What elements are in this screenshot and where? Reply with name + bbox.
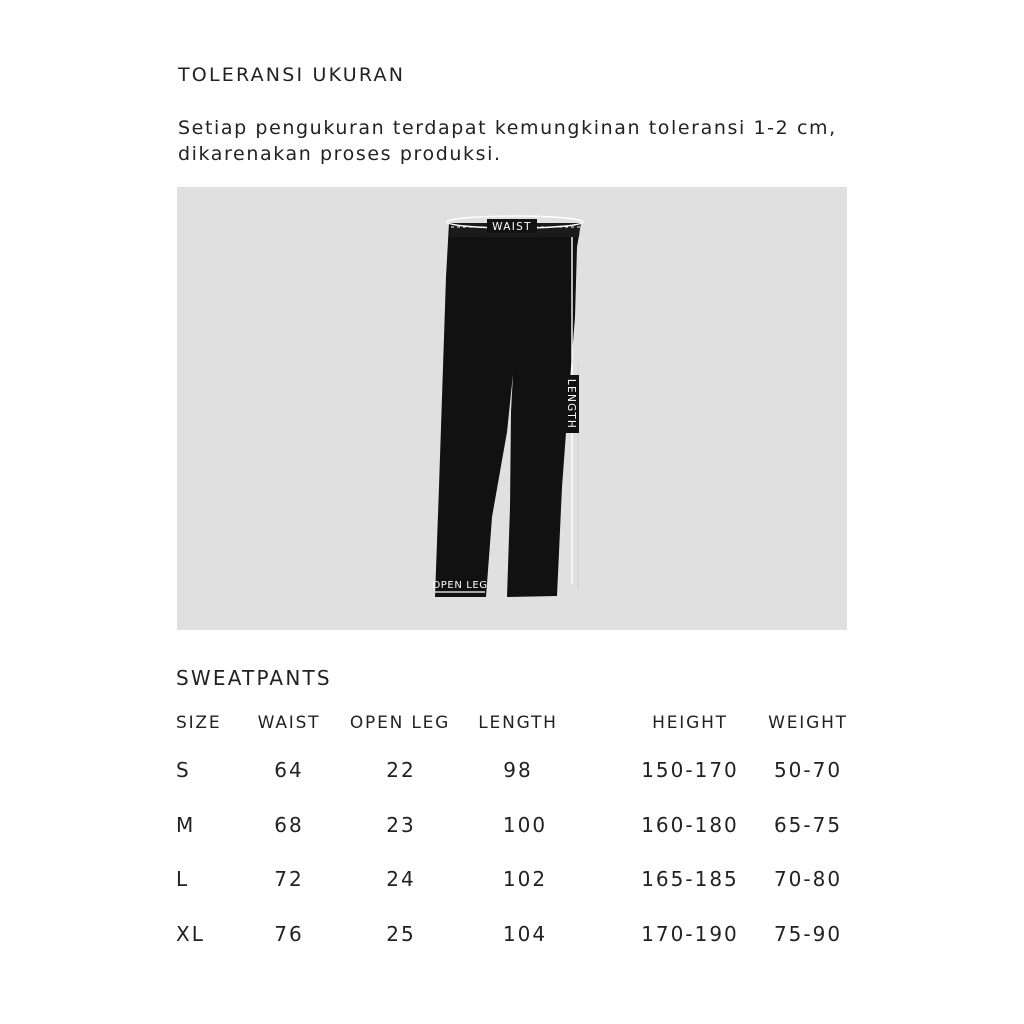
row-length: 102 bbox=[502, 867, 548, 891]
sweatpants-silhouette bbox=[435, 223, 581, 597]
row-length: 98 bbox=[503, 758, 533, 782]
waist-label: WAIST bbox=[492, 221, 532, 233]
row-length: 100 bbox=[502, 813, 548, 837]
tolerance-title: TOLERANSI UKURAN bbox=[178, 64, 406, 86]
row-height: 160-180 bbox=[641, 813, 739, 837]
row-weight: 50-70 bbox=[773, 758, 843, 782]
row-size: M bbox=[176, 813, 196, 837]
row-length: 104 bbox=[502, 922, 548, 946]
header-height: HEIGHT bbox=[652, 713, 728, 733]
pants-illustration bbox=[177, 187, 847, 630]
pants-measurement-diagram bbox=[177, 187, 847, 630]
row-open-leg: 22 bbox=[386, 758, 416, 782]
row-waist: 76 bbox=[274, 922, 304, 946]
row-size: S bbox=[176, 758, 191, 782]
row-waist: 68 bbox=[274, 813, 304, 837]
row-weight: 65-75 bbox=[773, 813, 843, 837]
tolerance-description bbox=[178, 115, 837, 167]
tolerance-line-1: Setiap pengukuran terdapat kemungkinan toleransi 1-2 cm, bbox=[178, 117, 837, 139]
row-waist: 64 bbox=[274, 758, 304, 782]
row-waist: 72 bbox=[274, 867, 304, 891]
row-open-leg: 25 bbox=[386, 922, 416, 946]
header-length: LENGTH bbox=[478, 713, 558, 733]
length-label: LENGTH bbox=[565, 378, 577, 430]
header-size: SIZE bbox=[176, 713, 222, 733]
row-size: XL bbox=[176, 922, 205, 946]
row-height: 150-170 bbox=[641, 758, 739, 782]
row-open-leg: 24 bbox=[386, 867, 416, 891]
row-size: L bbox=[176, 867, 190, 891]
row-weight: 70-80 bbox=[773, 867, 843, 891]
open-leg-label: OPEN LEG bbox=[432, 580, 488, 591]
row-open-leg: 23 bbox=[386, 813, 416, 837]
header-open-leg: OPEN LEG bbox=[349, 713, 451, 733]
header-weight: WEIGHT bbox=[768, 713, 848, 733]
tolerance-line-2: dikarenakan proses produksi. bbox=[178, 143, 502, 165]
size-chart-title: SWEATPANTS bbox=[176, 666, 332, 690]
row-height: 165-185 bbox=[641, 867, 739, 891]
header-waist: WAIST bbox=[257, 713, 321, 733]
row-height: 170-190 bbox=[641, 922, 739, 946]
row-weight: 75-90 bbox=[773, 922, 843, 946]
